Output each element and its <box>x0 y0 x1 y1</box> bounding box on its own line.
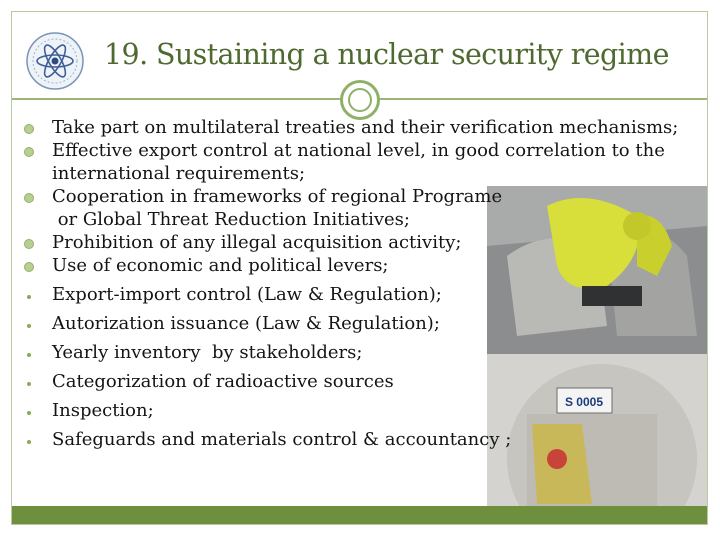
bullet-text: Categorization of radioactive sources <box>52 371 394 392</box>
bullet-text: Inspection; <box>52 400 154 421</box>
bullet-marker <box>24 262 34 272</box>
bullet-marker <box>27 382 31 386</box>
atom-logo-icon <box>20 30 90 92</box>
bullet-text: Autorization issuance (Law & Regulation); <box>52 313 440 334</box>
bullet-item <box>18 370 668 393</box>
bullet-marker <box>27 440 31 444</box>
bullet-item <box>18 399 668 422</box>
bullet-marker <box>27 353 31 357</box>
bullet-list <box>18 116 679 451</box>
bullet-marker <box>27 411 31 415</box>
bullet-text: international requirements; <box>52 163 306 184</box>
bullet-item <box>18 341 668 364</box>
bullet-marker <box>24 147 34 157</box>
bullet-item <box>18 312 668 335</box>
bullet-marker <box>24 124 34 134</box>
bullet-text: Take part on multilateral treaties and their verification mechanisms; <box>52 117 679 138</box>
bullet-item <box>18 139 668 162</box>
bottom-bar <box>12 506 707 524</box>
bullet-text: Cooperation in frameworks of regional Programe <box>52 186 503 207</box>
slide-title: 19. Sustaining a nuclear security regime <box>104 38 669 71</box>
bullet-text: Yearly inventory by stakeholders; <box>52 342 363 363</box>
bullet-text: or Global Threat Reduction Initiatives; <box>52 209 410 230</box>
circle-ornament-inner <box>348 88 372 112</box>
bullet-item <box>18 162 668 185</box>
bullet-item <box>18 231 668 254</box>
circle-ornament-icon <box>340 80 380 120</box>
bullet-marker <box>24 239 34 249</box>
bullet-item <box>18 254 668 277</box>
bullet-item <box>18 208 668 231</box>
bullet-text: Use of economic and political levers; <box>52 255 389 276</box>
bullet-item <box>18 283 668 306</box>
bullet-marker <box>27 295 31 299</box>
bullet-marker <box>24 193 34 203</box>
bullet-text: Export-import control (Law & Regulation); <box>52 284 442 305</box>
bullet-text: Effective export control at national level, in good correlation to the <box>52 140 665 161</box>
bullet-item <box>18 428 668 451</box>
bullet-item <box>18 185 668 208</box>
source-label-text: S 0005 <box>564 395 604 409</box>
bullet-item <box>18 116 679 139</box>
bullet-text: Prohibition of any illegal acquisition activity; <box>52 232 462 253</box>
bullet-text: Safeguards and materials control & accountancy ; <box>52 429 512 450</box>
bullet-marker <box>27 324 31 328</box>
